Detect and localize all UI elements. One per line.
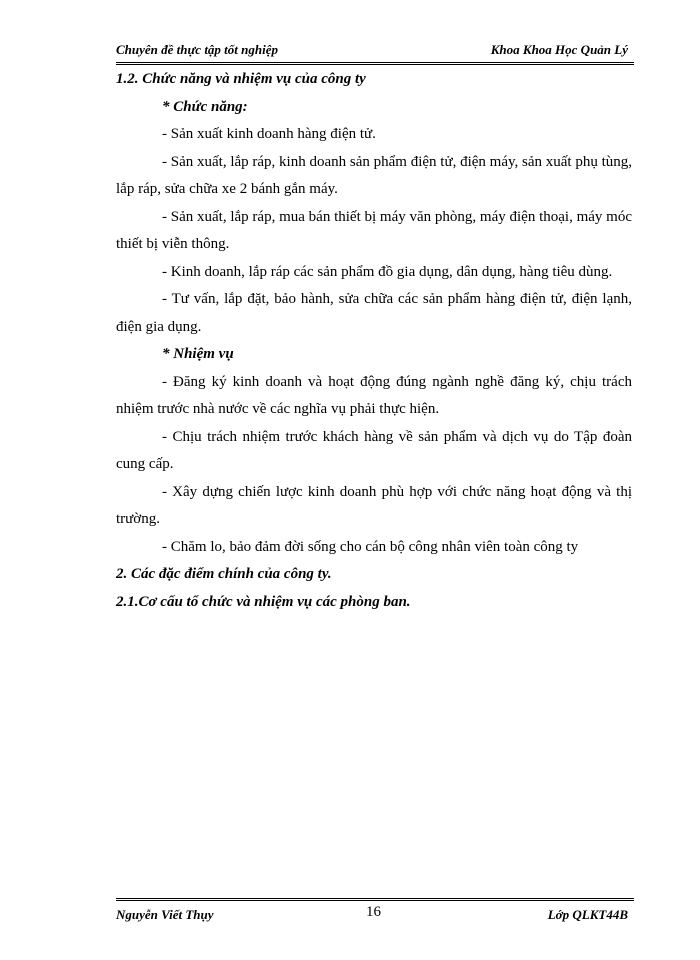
section-heading-1-2: 1.2. Chức năng và nhiệm vụ của công ty	[116, 71, 366, 87]
page-body	[116, 66, 632, 616]
function-item: - Sản xuất kinh doanh hàng điện tử.	[162, 126, 376, 142]
page-header	[116, 42, 634, 65]
header-faculty: Khoa Khoa Học Quản Lý	[490, 42, 628, 57]
function-item: - Sản xuất, lắp ráp, mua bán thiết bị máy văn phòng, máy điện thoại, máy móc thiết bị viễn thông.	[116, 208, 632, 252]
duty-item: - Đăng ký kinh doanh và hoạt động đúng ngành nghề đăng ký, chịu trách nhiệm trước nhà nước về các nghĩa vụ phải thực hiện.	[116, 373, 632, 417]
section-heading-2: 2. Các đặc điểm chính của công ty.	[116, 566, 332, 582]
footer-class: Lớp QLKT44B	[547, 907, 628, 922]
duties-subheading: * Nhiệm vụ	[162, 346, 234, 362]
page-number: 16	[366, 904, 381, 920]
header-document-title: Chuyên đề thực tập tốt nghiệp	[116, 42, 278, 57]
function-item: - Sản xuất, lắp ráp, kinh doanh sản phẩm điện tử, điện máy, sản xuất phụ tùng, lắp ráp, sửa chữa xe 2 bánh gắn máy.	[116, 153, 632, 197]
page-footer	[116, 898, 634, 925]
function-item: - Kinh doanh, lắp ráp các sản phẩm đồ gia dụng, dân dụng, hàng tiêu dùng.	[162, 263, 613, 280]
function-item: - Tư vấn, lắp đặt, bảo hành, sửa chữa các sản phẩm hàng điện tử, điện lạnh, điện gia dụng.	[116, 291, 632, 335]
duty-item: - Xây dựng chiến lược kinh doanh phù hợp với chức năng hoạt động và thị trường.	[116, 483, 632, 527]
functions-subheading: * Chức năng:	[162, 98, 248, 115]
section-heading-2-1: 2.1.Cơ cấu tổ chức và nhiệm vụ các phòng ban.	[116, 593, 411, 610]
footer-author: Nguyễn Viết Thụy	[116, 907, 214, 922]
duty-item: - Chăm lo, bảo đảm đời sống cho cán bộ công nhân viên toàn công ty	[162, 538, 579, 555]
duty-item: - Chịu trách nhiệm trước khách hàng về sản phẩm và dịch vụ do Tập đoàn cung cấp.	[116, 428, 632, 472]
